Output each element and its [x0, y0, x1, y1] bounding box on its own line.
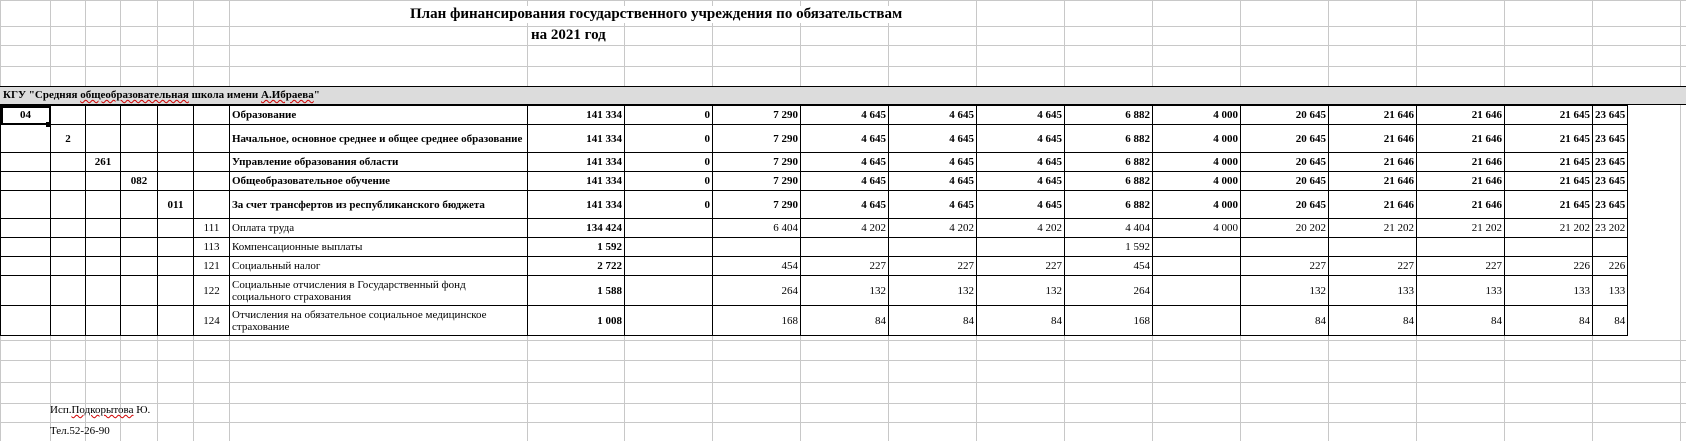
- amount-cell[interactable]: 454: [713, 257, 801, 276]
- amount-cell[interactable]: 21 646: [1417, 125, 1505, 153]
- amount-cell[interactable]: [625, 219, 713, 238]
- code-cell[interactable]: [158, 106, 194, 125]
- amount-cell[interactable]: 84: [801, 306, 889, 336]
- amount-cell[interactable]: 21 646: [1329, 191, 1417, 219]
- table-row: [1, 191, 1628, 219]
- code-cell[interactable]: 124: [194, 306, 230, 336]
- item-name-cell[interactable]: Управление образования области: [230, 153, 528, 172]
- code-cell[interactable]: [158, 125, 194, 153]
- amount-cell[interactable]: 7 290: [713, 125, 801, 153]
- amount-cell[interactable]: 20 645: [1241, 125, 1329, 153]
- amount-cell[interactable]: 21 646: [1329, 106, 1417, 125]
- financing-plan-table: [0, 105, 1628, 336]
- code-cell[interactable]: [158, 306, 194, 336]
- amount-cell[interactable]: 6 882: [1065, 172, 1153, 191]
- selection-fill-handle[interactable]: [46, 122, 51, 127]
- amount-cell[interactable]: [889, 238, 977, 257]
- amount-cell[interactable]: 21 645: [1505, 153, 1593, 172]
- amount-cell[interactable]: 6 404: [713, 219, 801, 238]
- code-cell[interactable]: [1, 191, 51, 219]
- amount-cell[interactable]: 2 722: [528, 257, 625, 276]
- amount-cell[interactable]: 7 290: [713, 191, 801, 219]
- amount-cell[interactable]: 6 882: [1065, 153, 1153, 172]
- item-name-cell[interactable]: Начальное, основное среднее и общее среднее образование: [230, 125, 528, 153]
- table-row: [1, 125, 1628, 153]
- amount-cell[interactable]: 4 645: [801, 106, 889, 125]
- amount-cell[interactable]: [1329, 238, 1417, 257]
- amount-cell[interactable]: 20 645: [1241, 172, 1329, 191]
- item-name-cell[interactable]: Оплата труда: [230, 219, 528, 238]
- amount-cell[interactable]: 1 588: [528, 276, 625, 306]
- amount-cell[interactable]: 4 645: [977, 153, 1065, 172]
- amount-cell[interactable]: 133: [1417, 276, 1505, 306]
- amount-cell[interactable]: 4 202: [977, 219, 1065, 238]
- amount-cell[interactable]: 1 008: [528, 306, 625, 336]
- code-cell[interactable]: [158, 238, 194, 257]
- organization-name: КГУ "Средняя общеобразовательная школа имени А.Ибраева": [3, 89, 320, 101]
- amount-cell[interactable]: 227: [1329, 257, 1417, 276]
- amount-cell[interactable]: 4 645: [889, 153, 977, 172]
- amount-cell[interactable]: 141 334: [528, 153, 625, 172]
- amount-cell[interactable]: 21 646: [1329, 125, 1417, 153]
- amount-cell[interactable]: 454: [1065, 257, 1153, 276]
- amount-cell[interactable]: 21 645: [1505, 106, 1593, 125]
- amount-cell[interactable]: 132: [801, 276, 889, 306]
- amount-cell[interactable]: 4 000: [1153, 125, 1241, 153]
- amount-cell[interactable]: 21 646: [1417, 153, 1505, 172]
- amount-cell[interactable]: 4 000: [1153, 106, 1241, 125]
- code-cell[interactable]: 122: [194, 276, 230, 306]
- amount-cell[interactable]: 4 202: [889, 219, 977, 238]
- amount-cell[interactable]: 4 645: [977, 125, 1065, 153]
- amount-cell[interactable]: 23 645: [1593, 153, 1628, 172]
- amount-cell[interactable]: 4 645: [889, 172, 977, 191]
- amount-cell[interactable]: 84: [889, 306, 977, 336]
- code-cell[interactable]: [51, 238, 86, 257]
- code-cell[interactable]: [86, 306, 121, 336]
- amount-cell[interactable]: 141 334: [528, 191, 625, 219]
- code-cell[interactable]: [86, 106, 121, 125]
- code-cell[interactable]: [86, 172, 121, 191]
- amount-cell[interactable]: 227: [889, 257, 977, 276]
- table-row: [1, 219, 1628, 238]
- amount-cell[interactable]: 7 290: [713, 172, 801, 191]
- amount-cell[interactable]: [1153, 257, 1241, 276]
- code-cell[interactable]: 111: [194, 219, 230, 238]
- amount-cell[interactable]: 7 290: [713, 106, 801, 125]
- amount-cell[interactable]: 226: [1505, 257, 1593, 276]
- amount-cell[interactable]: 7 290: [713, 153, 801, 172]
- amount-cell[interactable]: 84: [1417, 306, 1505, 336]
- amount-cell[interactable]: 141 334: [528, 106, 625, 125]
- code-cell[interactable]: [86, 257, 121, 276]
- amount-cell[interactable]: [977, 238, 1065, 257]
- amount-cell[interactable]: 84: [1329, 306, 1417, 336]
- code-cell[interactable]: [86, 219, 121, 238]
- amount-cell[interactable]: 23 202: [1593, 219, 1628, 238]
- table-row: [1, 153, 1628, 172]
- code-cell[interactable]: [86, 238, 121, 257]
- code-cell[interactable]: [121, 276, 158, 306]
- code-cell[interactable]: [86, 191, 121, 219]
- code-cell[interactable]: [194, 172, 230, 191]
- amount-cell[interactable]: 0: [625, 172, 713, 191]
- amount-cell[interactable]: 4 202: [801, 219, 889, 238]
- amount-cell[interactable]: 6 882: [1065, 125, 1153, 153]
- amount-cell[interactable]: 4 645: [801, 153, 889, 172]
- amount-cell[interactable]: 21 202: [1329, 219, 1417, 238]
- item-name-cell[interactable]: Общеобразовательное обучение: [230, 172, 528, 191]
- code-cell[interactable]: [194, 153, 230, 172]
- item-name-cell[interactable]: Социальный налог: [230, 257, 528, 276]
- code-cell[interactable]: 121: [194, 257, 230, 276]
- amount-cell[interactable]: 0: [625, 191, 713, 219]
- amount-cell[interactable]: 4 000: [1153, 153, 1241, 172]
- amount-cell[interactable]: 4 404: [1065, 219, 1153, 238]
- code-cell[interactable]: [158, 172, 194, 191]
- code-cell[interactable]: [158, 153, 194, 172]
- phone-note[interactable]: Тел.52-26-90: [50, 425, 110, 437]
- code-cell[interactable]: [51, 191, 86, 219]
- amount-cell[interactable]: [801, 238, 889, 257]
- code-cell[interactable]: [51, 257, 86, 276]
- table-row: [1, 276, 1628, 306]
- amount-cell[interactable]: 6 882: [1065, 106, 1153, 125]
- code-cell[interactable]: [86, 125, 121, 153]
- code-cell[interactable]: [1, 257, 51, 276]
- amount-cell[interactable]: 141 334: [528, 125, 625, 153]
- amount-cell[interactable]: 0: [625, 106, 713, 125]
- code-cell[interactable]: [121, 153, 158, 172]
- amount-cell[interactable]: [625, 276, 713, 306]
- code-cell[interactable]: [121, 191, 158, 219]
- item-name-cell[interactable]: За счет трансфертов из республиканского бюджета: [230, 191, 528, 219]
- item-name-cell[interactable]: Образование: [230, 106, 528, 125]
- amount-cell[interactable]: 227: [1241, 257, 1329, 276]
- table-row: [1, 238, 1628, 257]
- amount-cell[interactable]: [625, 306, 713, 336]
- amount-cell[interactable]: 4 000: [1153, 219, 1241, 238]
- amount-cell[interactable]: [1241, 238, 1329, 257]
- active-cell[interactable]: 04: [1, 106, 51, 125]
- amount-cell[interactable]: 21 202: [1417, 219, 1505, 238]
- amount-cell[interactable]: 6 882: [1065, 191, 1153, 219]
- amount-cell[interactable]: 141 334: [528, 172, 625, 191]
- code-cell[interactable]: [51, 276, 86, 306]
- amount-cell[interactable]: 132: [889, 276, 977, 306]
- item-name-cell[interactable]: Компенсационные выплаты: [230, 238, 528, 257]
- code-cell[interactable]: [1, 238, 51, 257]
- amount-cell[interactable]: 264: [1065, 276, 1153, 306]
- code-cell[interactable]: 082: [121, 172, 158, 191]
- amount-cell[interactable]: 132: [977, 276, 1065, 306]
- amount-cell[interactable]: 23 645: [1593, 106, 1628, 125]
- code-cell[interactable]: [121, 125, 158, 153]
- document-title: План финансирования государственного учреждения по обязательствам: [410, 6, 903, 22]
- amount-cell[interactable]: 21 645: [1505, 191, 1593, 219]
- code-cell[interactable]: [121, 257, 158, 276]
- code-cell[interactable]: [194, 106, 230, 125]
- amount-cell[interactable]: 20 645: [1241, 191, 1329, 219]
- item-name-cell[interactable]: Социальные отчисления в Государственный фонд социального страхования: [230, 276, 528, 306]
- amount-cell[interactable]: 133: [1593, 276, 1628, 306]
- amount-cell[interactable]: 227: [1417, 257, 1505, 276]
- amount-cell[interactable]: 4 000: [1153, 191, 1241, 219]
- code-cell[interactable]: [51, 153, 86, 172]
- code-cell[interactable]: 113: [194, 238, 230, 257]
- amount-cell[interactable]: 21 646: [1417, 191, 1505, 219]
- amount-cell[interactable]: [625, 257, 713, 276]
- amount-cell[interactable]: 20 645: [1241, 106, 1329, 125]
- organization-row[interactable]: [0, 86, 1686, 105]
- amount-cell[interactable]: 21 645: [1505, 125, 1593, 153]
- code-cell[interactable]: [121, 238, 158, 257]
- amount-cell[interactable]: 21 646: [1417, 172, 1505, 191]
- amount-cell[interactable]: [1505, 238, 1593, 257]
- code-cell[interactable]: [194, 191, 230, 219]
- amount-cell[interactable]: 168: [1065, 306, 1153, 336]
- amount-cell[interactable]: 21 646: [1417, 106, 1505, 125]
- amount-cell[interactable]: 4 645: [977, 172, 1065, 191]
- amount-cell[interactable]: 4 645: [889, 125, 977, 153]
- code-cell[interactable]: [158, 276, 194, 306]
- amount-cell[interactable]: 4 645: [889, 106, 977, 125]
- item-name-cell[interactable]: Отчисления на обязательное социальное медицинское страхование: [230, 306, 528, 336]
- amount-cell[interactable]: 21 202: [1505, 219, 1593, 238]
- code-cell[interactable]: [121, 106, 158, 125]
- amount-cell[interactable]: 227: [801, 257, 889, 276]
- amount-cell[interactable]: 4 645: [801, 191, 889, 219]
- code-cell[interactable]: 261: [86, 153, 121, 172]
- amount-cell[interactable]: 4 645: [977, 106, 1065, 125]
- amount-cell[interactable]: 21 646: [1329, 172, 1417, 191]
- document-subtitle-year: на 2021 год: [531, 27, 606, 43]
- amount-cell[interactable]: 84: [1593, 306, 1628, 336]
- amount-cell[interactable]: [1153, 276, 1241, 306]
- table-row: [1, 306, 1628, 336]
- code-cell[interactable]: [51, 219, 86, 238]
- code-cell[interactable]: [158, 219, 194, 238]
- amount-cell[interactable]: 23 645: [1593, 125, 1628, 153]
- table-row: [1, 106, 1628, 125]
- amount-cell[interactable]: 4 645: [801, 172, 889, 191]
- amount-cell[interactable]: 264: [713, 276, 801, 306]
- amount-cell[interactable]: 133: [1329, 276, 1417, 306]
- code-cell[interactable]: 2: [51, 125, 86, 153]
- amount-cell[interactable]: [1593, 238, 1628, 257]
- code-cell[interactable]: [51, 172, 86, 191]
- amount-cell[interactable]: 20 645: [1241, 153, 1329, 172]
- amount-cell[interactable]: 226: [1593, 257, 1628, 276]
- code-cell[interactable]: [1, 276, 51, 306]
- code-cell[interactable]: [1, 153, 51, 172]
- amount-cell[interactable]: 132: [1241, 276, 1329, 306]
- table-row: [1, 257, 1628, 276]
- table-row: [1, 172, 1628, 191]
- amount-cell[interactable]: 134 424: [528, 219, 625, 238]
- amount-cell[interactable]: 4 645: [977, 191, 1065, 219]
- amount-cell[interactable]: 0: [625, 125, 713, 153]
- code-cell[interactable]: [86, 276, 121, 306]
- amount-cell[interactable]: [713, 238, 801, 257]
- amount-cell[interactable]: [1153, 238, 1241, 257]
- amount-cell[interactable]: [625, 238, 713, 257]
- code-cell[interactable]: [1, 125, 51, 153]
- code-cell[interactable]: [51, 106, 86, 125]
- amount-cell[interactable]: 168: [713, 306, 801, 336]
- amount-cell[interactable]: 21 646: [1329, 153, 1417, 172]
- amount-cell[interactable]: 4 645: [889, 191, 977, 219]
- code-cell[interactable]: [1, 172, 51, 191]
- amount-cell[interactable]: 227: [977, 257, 1065, 276]
- amount-cell[interactable]: [1153, 306, 1241, 336]
- code-cell[interactable]: [194, 125, 230, 153]
- code-cell[interactable]: [51, 306, 86, 336]
- code-cell[interactable]: 011: [158, 191, 194, 219]
- code-cell[interactable]: [158, 257, 194, 276]
- amount-cell[interactable]: 0: [625, 153, 713, 172]
- amount-cell[interactable]: 21 645: [1505, 172, 1593, 191]
- amount-cell[interactable]: 84: [1505, 306, 1593, 336]
- code-cell[interactable]: [121, 219, 158, 238]
- amount-cell[interactable]: 4 000: [1153, 172, 1241, 191]
- executor-note[interactable]: Исп.Подкорытова Ю.: [50, 404, 151, 416]
- code-cell[interactable]: [1, 219, 51, 238]
- amount-cell[interactable]: 133: [1505, 276, 1593, 306]
- amount-cell[interactable]: [1417, 238, 1505, 257]
- amount-cell[interactable]: 20 202: [1241, 219, 1329, 238]
- amount-cell[interactable]: 23 645: [1593, 172, 1628, 191]
- code-cell[interactable]: [1, 306, 51, 336]
- amount-cell[interactable]: 84: [1241, 306, 1329, 336]
- amount-cell[interactable]: 4 645: [801, 125, 889, 153]
- amount-cell[interactable]: 23 645: [1593, 191, 1628, 219]
- amount-cell[interactable]: 1 592: [528, 238, 625, 257]
- amount-cell[interactable]: 1 592: [1065, 238, 1153, 257]
- code-cell[interactable]: [121, 306, 158, 336]
- amount-cell[interactable]: 84: [977, 306, 1065, 336]
